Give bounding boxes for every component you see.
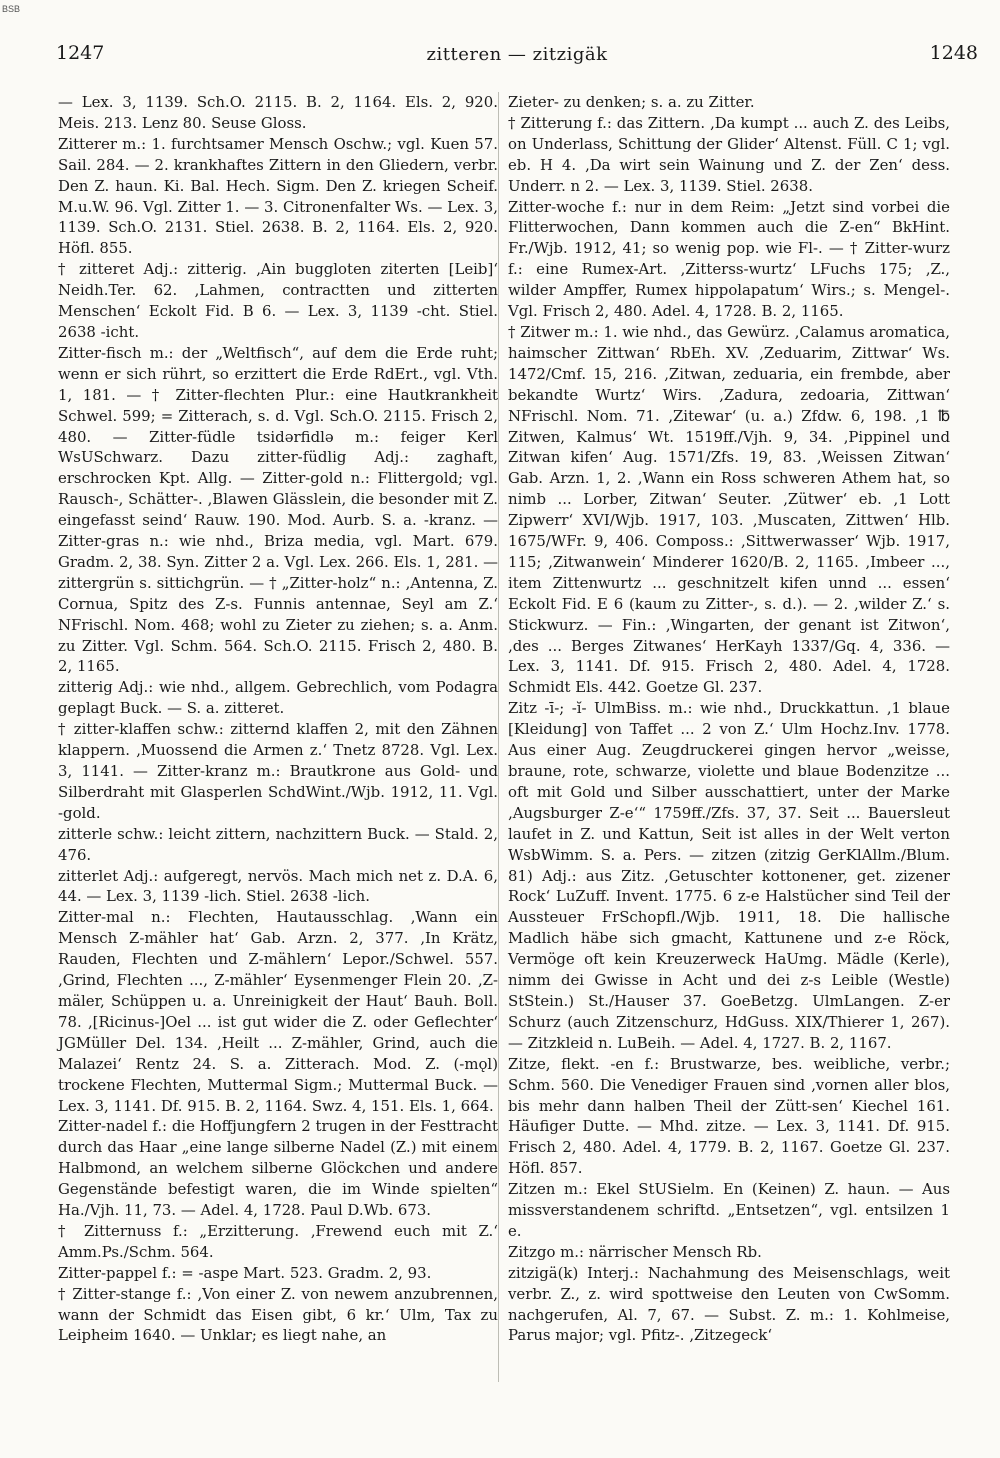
page-number-left: 1247 <box>56 42 105 64</box>
column-divider <box>498 92 499 1382</box>
entry: † Zitter-stange f.: ‚Von einer Z. von newem anzubrennen, wann der Schmidt das Eisen gibt, 6 kr.‘ Ulm, Tax zu Leipheim 1640. — Unklar; es liegt nahe, an <box>58 1284 498 1345</box>
entry: Zitzen m.: Ekel StUSielm. En (Keinen) Z. haun. — Aus missverstandenem schriftd. „Entsetzen“, vgl. entsilzen 1 e. <box>508 1180 950 1240</box>
running-title: zitteren — zitzigäk <box>426 44 608 65</box>
entry: Zitter-pappel f.: = -aspe Mart. 523. Gradm. 2, 93. <box>58 1263 432 1282</box>
entry: Zitter-nadel f.: die Hoffjungfern 2 trugen in der Festtracht durch das Haar „eine lange silberne Nadel (Z.) mit einem Halbmond, an welchem silberne Glöckchen und andere Gegenstände befestigt waren, die im Winde spielten“ Ha./Vjh. 11, 73. — Adel. 4, 1728. Paul D.Wb. 673. <box>58 1117 498 1220</box>
entry: Zitter-mal n.: Flechten, Hautausschlag. ‚Wann ein Mensch Z-mähler hat‘ Gab. Arzn. 2, 377. ‚In Krätz, Rauden, Flechten und Z-mählern‘ Lepor./Schwel. 557. ‚Grind, Flechten ..., Z-mähler‘ Eysenmenger Flein 20. ‚Z-mäler, Schüppen u. a. Unreinigkeit der Haut‘ Bauh. Boll. 78. ‚[Ricinus-]Oel ... ist gut wider die Z. oder Geflechter‘ JGMüller Del. 134. ‚Heilt ... Z-mähler, Grind, auch die Malazei‘ Rentz 24. S. a. Zitterach. Mod. Z. (-mǫl) trockene Flechten, Muttermal Sigm.; Muttermal Buck. — Lex. 3, 1141. Df. 915. B. 2, 1164. Swz. 4, 151. Els. 1, 664. <box>58 908 498 1115</box>
library-stamp: BSB <box>2 4 21 14</box>
entry: † Zitternuss f.: „Erzitterung. ‚Frewend euch mit Z.‘ Amm.Ps./Schm. 564. <box>58 1221 498 1261</box>
entry: † zitteret Adj.: zitterig. ‚Ain buggloten ziterten [Leib]‘ Neidh.Ter. 62. ‚Lahmen, contractten und zitterten Menschen‘ Eckolt Fid. B 6. — Lex. 3, 1139 -cht. Stiel. 2638 -icht. <box>58 260 498 341</box>
entry: — Lex. 3, 1139. Sch.O. 2115. B. 2, 1164. Els. 2, 920. Meis. 213. Lenz 80. Seuse Gloss. <box>58 93 498 132</box>
page-header <box>56 42 978 72</box>
entry: Zitter-woche f.: nur in dem Reim: „Jetzt sind vorbei die Flitterwochen, Dann kommen auch die Z-en“ BkHint. Fr./Wjb. 1912, 41; so wenig pop. wie Fl-. — † Zitter-wurz f.: eine Rumex-Art. ‚Zitterss-wurtz‘ LFuchs 175; ‚Z., wilder Ampffer, Rumex hippolapatum‘ Wirs.; s. Mengel-. Vgl. Frisch 2, 480. Adel. 4, 1728. B. 2, 1165. <box>508 197 950 321</box>
entry: Zieter- zu denken; s. a. zu Zitter. <box>508 93 755 111</box>
left-column <box>58 92 498 1346</box>
page-number-right: 1248 <box>929 42 978 64</box>
entry: † zitter-klaffen schw.: zitternd klaffen 2, mit den Zähnen klappern. ‚Muossend die Armen z.‘ Tnetz 8728. Vgl. Lex. 3, 1141. — Zitter-kranz m.: Brautkrone aus Gold- und Silberdraht mit Glasperlen SchdWint./Wjb. 1912, 11. Vgl. -gold. <box>58 720 498 822</box>
entry: zitterlet Adj.: aufgeregt, nervös. Mach mich net z. D.A. 6, 44. — Lex. 3, 1139 -lich. Stiel. 2638 -lich. <box>58 866 498 906</box>
entry: † Zitterung f.: das Zittern. ‚Da kumpt ... auch Z. des Leibs, on Underlass, Schittung der Glider‘ Altenst. Füll. C 1; vgl. eb. H 4. ‚Da wirt sein Wainung und Z. der Zen‘ dess. Underr. n 2. — Lex. 3, 1139. Stiel. 2638. <box>508 113 950 195</box>
entry: zitzigä(k) Interj.: Nachahmung des Meisenschlags, weit verbr. Z., z. wird spottweise den Leuten von CwSomm. nachgerufen, Al. 7, 67. — Subst. Z. m.: 1. Kohlmeise, Parus major; vgl. Pfitz-. ‚Zitzegeck‘ <box>508 1263 950 1345</box>
entry: † Zitwer m.: 1. wie nhd., das Gewürz. ‚Calamus aromatica, haimscher Zittwan‘ RbEh. XV. ‚Zeduarim, Zittwar‘ Ws. 1472/Cmf. 15, 216. ‚Zitwan, zeduaria, ein frembde, aber bekandte Wurtz‘ Wirs. ‚Zadura, zedoaria, Zittwan‘ NFrischl. Nom. 71. ‚Zitewar‘ (u. a.) Zfdw. 6, 198. ‚1 ℔ Zitwen, Kalmus‘ Wt. 1519ff./Vjh. 9, 34. ‚Pippinel und Zitwan kifen‘ Aug. 1571/Zfs. 19, 83. ‚Weissen Zitwan‘ Gab. Arzn. 1, 2. ‚Wann ein Ross schweren Athem hat, so nimb ... Lorber, Zitwan‘ Seuter. ‚Zütwer‘ eb. ‚1 Lott Zipwerr‘ XVI/Wjb. 1917, 103. ‚Muscaten, Zittwen‘ Hlb. 1675/WFr. 9, 406. Composs.: ‚Sittwerwasser‘ Wjb. 1917, 115; ‚Zitwanwein‘ Minderer 1620/B. 2, 1165. ‚Imbeer ..., item Zittenwurtz ... geschnitzelt kifen unnd ... essen‘ Eckolt Fid. E 6 (kaum zu Zitter-, s. d.). — 2. ‚wilder Z.‘ s. Stickwurz. — Fin.: ‚Wingarten, der genant ist Zitwon‘, ‚des ... Berges Zitwanes‘ HerKayh 1337/Gq. 4, 336. — Lex. 3, 1141. Df. 915. Frisch 2, 480. Adel. 4, 1728. Schmidt Els. 442. Goetze Gl. 237. <box>508 322 950 697</box>
entry: zitterle schw.: leicht zittern, nachzittern Buck. — Stald. 2, 476. <box>58 824 498 864</box>
right-column <box>508 92 950 1346</box>
entry: Zitz -ī-; -ĭ- UlmBiss. m.: wie nhd., Druckkattun. ‚1 blaue [Kleidung] von Taffet ... 2 von Z.‘ Ulm Hochz.Inv. 1778. Aus einer Aug. Zeugdruckerei gingen hervor „weisse, braune, rote, schwarze, violette und blaue Bodenzitze ... oft mit Gold und Silber ausschattiert, unter der Marke ‚Augsburger Z-e‘“ 1759ff./Zfs. 37, 37. Seit ... Bauersleut laufet in Z. und Kattun, Seit ist alles in der Welt verton WsbWimm. S. a. Pers. — zitzen (zitzig GerKlAllm./Blum. 81) Adj.: aus Zitz. ‚Getuschter kottonener, get. zizener Rock‘ LuZuff. Invent. 1775. 6 z-e Halstücher sind Teil der Aussteuer FrSchopfl./Wjb. 1911, 18. Die hallische Madlich häbe sich gmacht, Kattunene und z-e Röck, Vermöge oft kein Kreuzerweck HaUmg. Mädle (Kerle), nimm dei Gwisse in Acht und dei z-s Leible (Westle) StStein.) St./Hauser 37. GoeBetzg. UlmLangen. Z-er Schurz (auch Zitzenschurz, HdGuss. XIX/Thierer 1, 267). — Zitzkleid n. LuBeih. — Adel. 4, 1727. B. 2, 1167. <box>508 699 950 1052</box>
entry: Zitzgo m.: närrischer Mensch Rb. <box>508 1242 762 1261</box>
entry: zitterig Adj.: wie nhd., allgem. Gebrechlich, vom Podagra geplagt Buck. — S. a. zitteret. <box>58 678 498 718</box>
entry: Zitze, flekt. -en f.: Brustwarze, bes. weibliche, verbr.; Schm. 560. Die Venediger Frauen sind ‚vornen aller blos, bis mehr dann halben Theil der Zütt-sen‘ Kiechel 161. Häufiger Dutte. — Mhd. zitze. — Lex. 3, 1141. Df. 915. Frisch 2, 480. Adel. 4, 1779. B. 2, 1167. Goetze Gl. 237. Höfl. 857. <box>508 1054 950 1178</box>
entry: Zitterer m.: 1. furchtsamer Mensch Oschw.; vgl. Kuen 57. Sail. 284. — 2. krankhaftes Zittern in den Gliedern, verbr. Den Z. haun. Ki. Bal. Hech. Sigm. Den Z. kriegen Scheif. M.u.W. 96. Vgl. Zitter 1. — 3. Citronenfalter Ws. — Lex. 3, 1139. Sch.O. 2131. Stiel. 2638. B. 2, 1164. Els. 2, 920. Höfl. 855. <box>58 134 498 258</box>
entry: Zitter-fisch m.: der „Weltfisch“, auf dem die Erde ruht; wenn er sich rührt, so erzittert die Erde RdErt., vgl. Vth. 1, 181. — † Zitter-flechten Plur.: eine Hautkrankheit Schwel. 599; = Zitterach, s. d. Vgl. Sch.O. 2115. Frisch 2, 480. — Zitter-füdle tsidərfidlə m.: feiger Kerl WsUSchwarz. Dazu zitter-füdlig Adj.: zaghaft, erschrocken Kpt. Allg. — Zitter-gold n.: Flittergold; vgl. Rausch-, Schätter-. ‚Blawen Glässlein, die besonder mit Z. eingefasst seind‘ Rauw. 190. Mod. Aurb. S. a. -kranz. — Zitter-gras n.: wie nhd., Briza media, vgl. Mart. 679. Gradm. 2, 38. Syn. Zitter 2 a. Vgl. Lex. 266. Els. 1, 281. — zittergrün s. sittichgrün. — † „Zitter-holz“ n.: ‚Antenna, Z. Cornua, Spitz des Z-s. Funnis antennae, Seyl am Z.‘ NFrischl. Nom. 468; wohl zu Zieter zu ziehen; s. a. Anm. zu Zitter. Vgl. Schm. 564. Sch.O. 2115. Frisch 2, 480. B. 2, 1165. <box>58 343 498 676</box>
